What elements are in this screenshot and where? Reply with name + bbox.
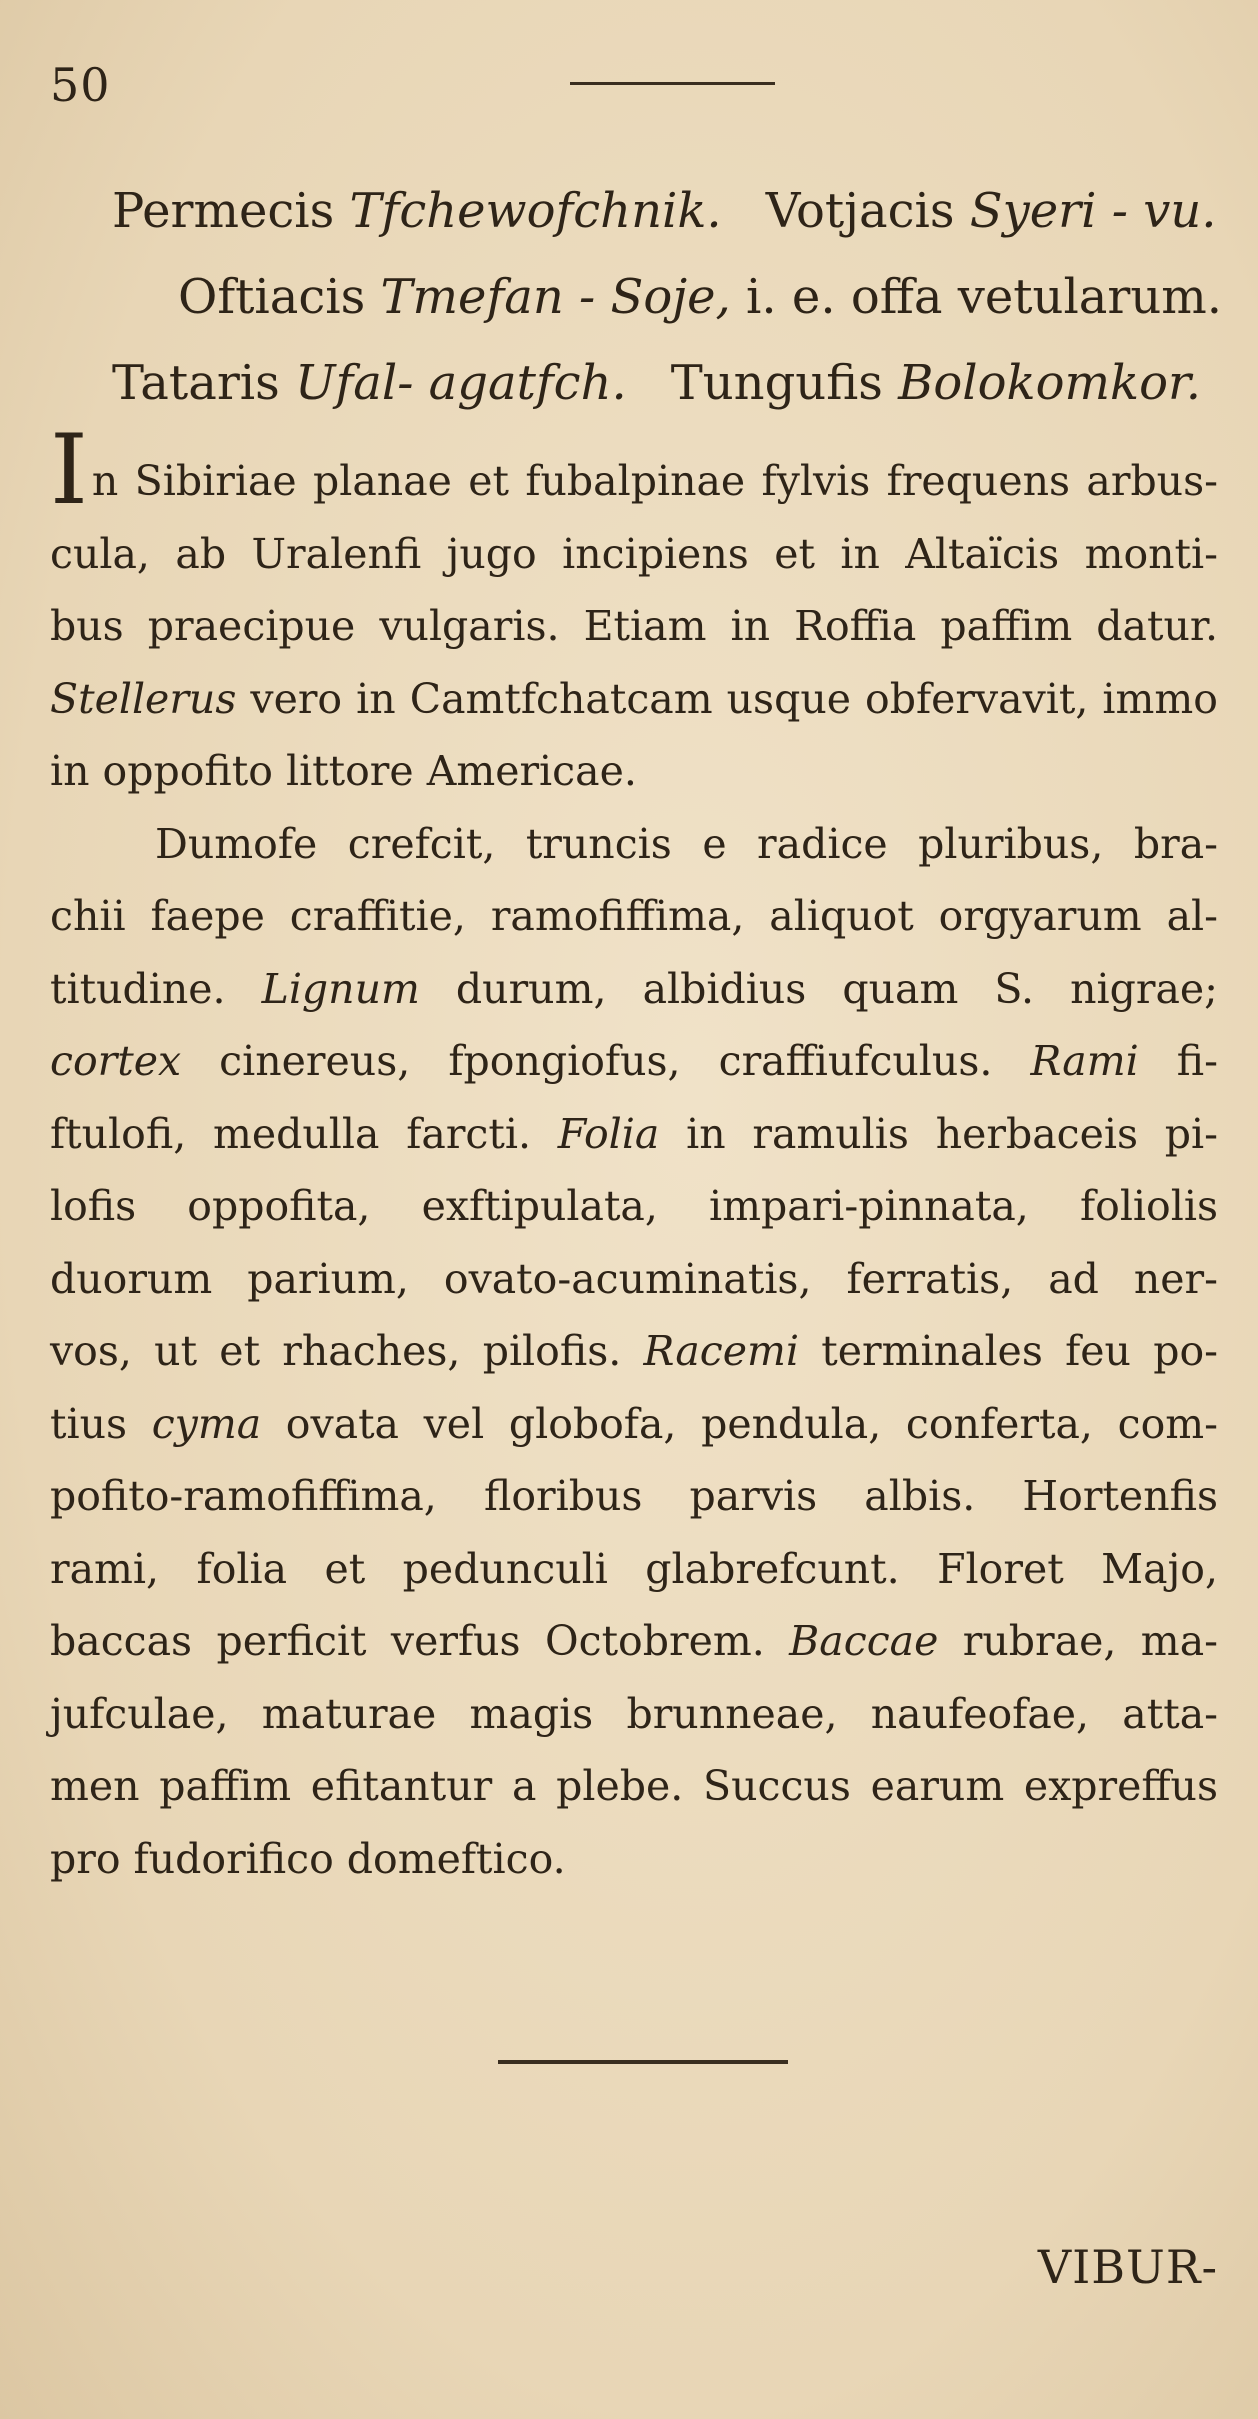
text-line: rami, folia et pedunculi glabrefcunt. Floret Majo, xyxy=(50,1544,1218,1593)
text-line: lofis oppofita, exftipulata, impari-pinnata, foliolis xyxy=(50,1182,1218,1230)
paragraph-description xyxy=(50,808,1218,1896)
page-header xyxy=(50,58,1198,118)
text-line: in oppofito littore Americae. xyxy=(50,747,637,795)
names-line: Tataris Ufal- agatfch. Tungufis Bolokomkor. xyxy=(112,355,1201,411)
names-line: Oftiacis Tmefan - Soje, i. e. offa vetularum. xyxy=(178,269,1223,325)
body-text xyxy=(50,414,1219,1895)
text-line: In Sibiriae planae et fubalpinae fylvis frequens arbus- xyxy=(50,414,1218,526)
bottom-rule xyxy=(498,2060,788,2064)
names-line: Permecis Tfchewofchnik. Votjacis Syeri - vu. xyxy=(112,183,1217,239)
catchword: VIBUR- xyxy=(1037,2240,1218,2294)
page-number: 50 xyxy=(50,58,111,112)
text-line: bus praecipue vulgaris. Etiam in Roffia paffim datur. xyxy=(50,602,1218,650)
text-line: tius cyma ovata vel globofa, pendula, conferta, com- xyxy=(50,1399,1218,1448)
text-line: cortex cinereus, fpongiofus, craffiufculus. Rami fi- xyxy=(50,1037,1219,1085)
text-line: Stellerus vero in Camtfchatcam usque obfervavit, immo xyxy=(50,674,1218,723)
text-line: jufculae, maturae magis brunneae, naufeofae, atta- xyxy=(50,1689,1218,1738)
text-line: chii faepe craffitie, ramofiffima, aliquot orgyarum al- xyxy=(50,892,1218,940)
text-line: titudine. Lignum durum, albidius quam S. nigrae; xyxy=(50,964,1218,1013)
text-line: pofito-ramofiffima, floribus parvis albis. Hortenfis xyxy=(50,1472,1218,1520)
text-line: duorum parium, ovato-acuminatis, ferratis, ad ner- xyxy=(50,1254,1218,1303)
text-line: men paffim efitantur a plebe. Succus earum expreffus xyxy=(50,1762,1218,1810)
paragraph-distribution xyxy=(50,414,1218,808)
text-line: vos, ut et rhaches, pilofis. Racemi terminales feu po- xyxy=(50,1327,1218,1375)
text-line: pro fudorifico domeftico. xyxy=(50,1834,566,1883)
text-line: cula, ab Uralenfi jugo incipiens et in Altaïcis monti- xyxy=(50,529,1218,578)
text-line: baccas perficit verfus Octobrem. Baccae rubrae, ma- xyxy=(50,1617,1218,1665)
text-line: ftulofi, medulla farcti. Folia in ramulis herbaceis pi- xyxy=(50,1109,1218,1158)
text-line: Dumofe crefcit, truncis e radice pluribus, bra- xyxy=(155,819,1218,868)
vernacular-names xyxy=(50,168,1223,426)
drop-cap: I xyxy=(50,414,88,526)
header-rule xyxy=(570,82,775,85)
